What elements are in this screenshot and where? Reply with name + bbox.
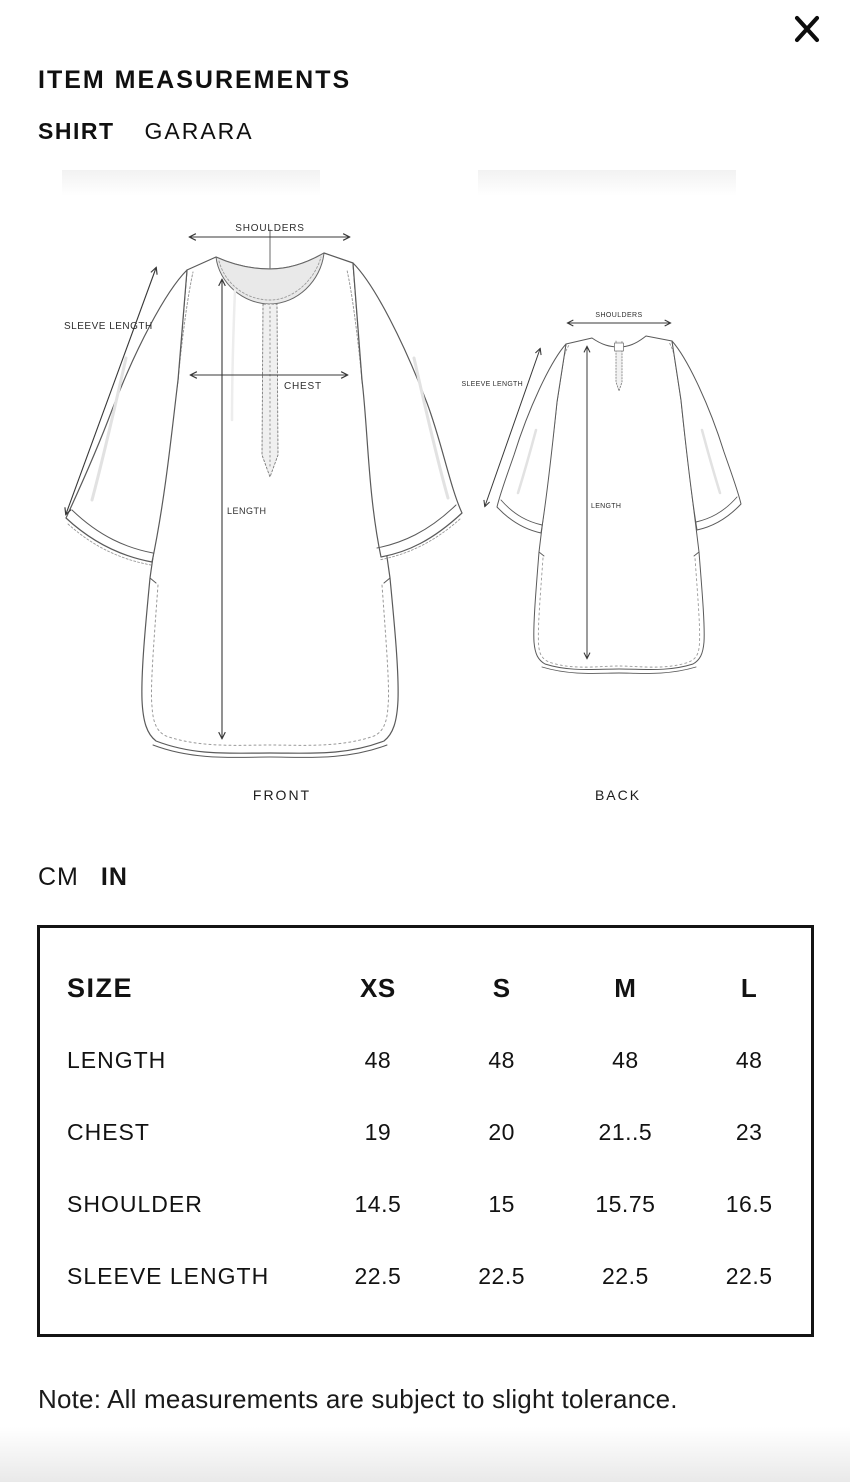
row-label: CHEST — [67, 1118, 150, 1145]
page-title: ITEM MEASUREMENTS — [38, 66, 352, 94]
size-header: SIZE — [67, 972, 134, 1003]
front-chest-label: CHEST — [284, 381, 322, 392]
measurement-cell: 16.5 — [725, 1190, 773, 1217]
table-header-row — [40, 952, 811, 1024]
tolerance-note: Note: All measurements are subject to slight tolerance. — [38, 1384, 678, 1414]
front-view-label: FRONT — [252, 787, 312, 803]
back-view-label: BACK — [594, 787, 642, 803]
measurement-cell: 22.5 — [478, 1262, 525, 1289]
front-shoulders-label: SHOULDERS — [235, 223, 305, 234]
table-row-chest — [40, 1096, 811, 1168]
size-table — [37, 925, 814, 1337]
measurement-cell: 15.75 — [595, 1190, 656, 1217]
measurement-cell: 22.5 — [601, 1262, 649, 1289]
measurement-cell: 48 — [735, 1046, 763, 1073]
back-length-label: LENGTH — [591, 503, 622, 510]
bottom-fade — [0, 1427, 850, 1482]
unit-in[interactable]: IN — [100, 863, 128, 891]
row-label: SHOULDER — [67, 1190, 203, 1217]
table-row-shoulder — [40, 1168, 811, 1240]
front-view-drawing — [66, 230, 462, 757]
size-column-s: S — [492, 972, 511, 1003]
size-column-m: M — [614, 972, 637, 1003]
front-length-label: LENGTH — [227, 506, 267, 516]
measurement-cell: 19 — [364, 1118, 392, 1145]
back-sleeve-length-label: SLEEVE LENGTH — [461, 381, 523, 388]
measurement-cell: 15 — [488, 1190, 515, 1217]
unit-cm[interactable]: CM — [38, 863, 79, 891]
size-column-l: L — [740, 972, 758, 1003]
measurement-cell: 20 — [488, 1118, 515, 1145]
measurement-cell: 22.5 — [354, 1262, 402, 1289]
measurement-cell: 48 — [612, 1046, 639, 1073]
row-label: LENGTH — [67, 1046, 167, 1073]
item-type: SHIRT — [38, 118, 115, 144]
row-label: SLEEVE LENGTH — [67, 1262, 270, 1289]
measurement-cell: 21..5 — [598, 1118, 653, 1145]
back-shoulders-label: SHOULDERS — [595, 312, 643, 319]
measurement-cell: 23 — [735, 1118, 763, 1145]
table-row-length — [40, 1024, 811, 1096]
front-sleeve-length-label: SLEEVE LENGTH — [64, 321, 153, 332]
measurement-cell: 22.5 — [725, 1262, 773, 1289]
diagram-artifact-band — [478, 170, 736, 196]
item-name: GARARA — [144, 118, 254, 144]
measurement-cell: 14.5 — [354, 1190, 402, 1217]
unit-toggle — [38, 863, 128, 892]
measurement-cell: 48 — [488, 1046, 515, 1073]
diagram-artifact-band — [62, 170, 320, 196]
size-column-xs: XS — [360, 972, 396, 1003]
table-row-sleeve-length — [40, 1240, 811, 1312]
measurement-cell: 48 — [364, 1046, 392, 1073]
